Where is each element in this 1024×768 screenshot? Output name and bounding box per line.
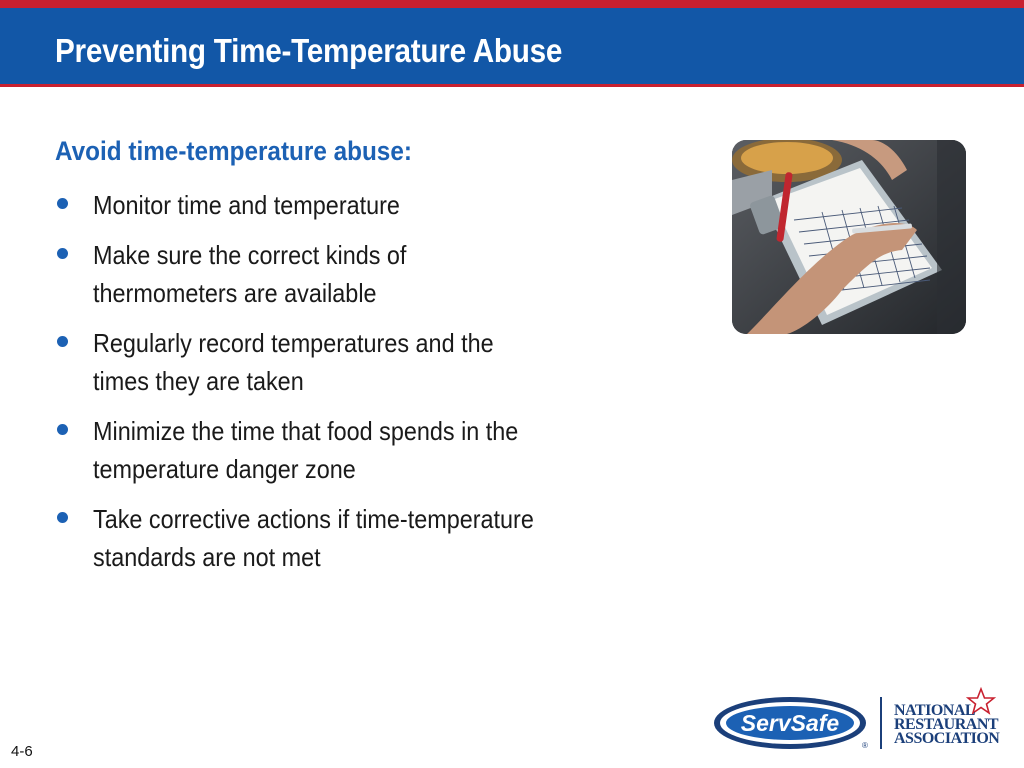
bullet-item — [55, 236, 615, 312]
servsafe-logo — [712, 695, 872, 753]
bullet-text: Take corrective actions if time-temperature standards are not met — [93, 504, 534, 572]
bullet-dot-icon — [57, 248, 68, 259]
bullet-item — [55, 500, 615, 576]
bullet-dot-icon — [57, 198, 68, 209]
nra-logo-line: NATIONAL — [894, 702, 976, 719]
bullet-text: Monitor time and temperature — [93, 190, 400, 220]
servsafe-logo-text: ServSafe — [740, 710, 840, 736]
bullet-text: Make sure the correct kinds of thermometers are available — [93, 240, 407, 308]
logo-divider — [880, 697, 882, 749]
clipboard-temperature-log-photo — [732, 140, 966, 334]
bullet-text: Regularly record temperatures and the times they are taken — [93, 328, 494, 396]
title-band — [0, 8, 1024, 84]
title-underline-stripe — [0, 84, 1024, 87]
nra-logo-line: ASSOCIATION — [894, 730, 1000, 747]
bullet-item — [55, 186, 615, 224]
bullet-dot-icon — [57, 336, 68, 347]
slide-title: Preventing Time-Temperature Abuse — [55, 32, 563, 69]
nra-logo-line: RESTAURANT — [894, 716, 999, 733]
national-restaurant-association-logo — [894, 704, 999, 746]
top-accent-stripe — [0, 0, 1024, 8]
bullet-dot-icon — [57, 424, 68, 435]
page-number: 4-6 — [11, 743, 33, 760]
bullet-dot-icon — [57, 512, 68, 523]
bullet-text: Minimize the time that food spends in the temperature danger zone — [93, 416, 519, 484]
svg-text:®: ® — [862, 741, 868, 750]
bullet-item — [55, 412, 615, 488]
slide-subheading: Avoid time-temperature abuse: — [55, 136, 412, 166]
bullet-list — [55, 186, 615, 588]
bullet-item — [55, 324, 615, 400]
